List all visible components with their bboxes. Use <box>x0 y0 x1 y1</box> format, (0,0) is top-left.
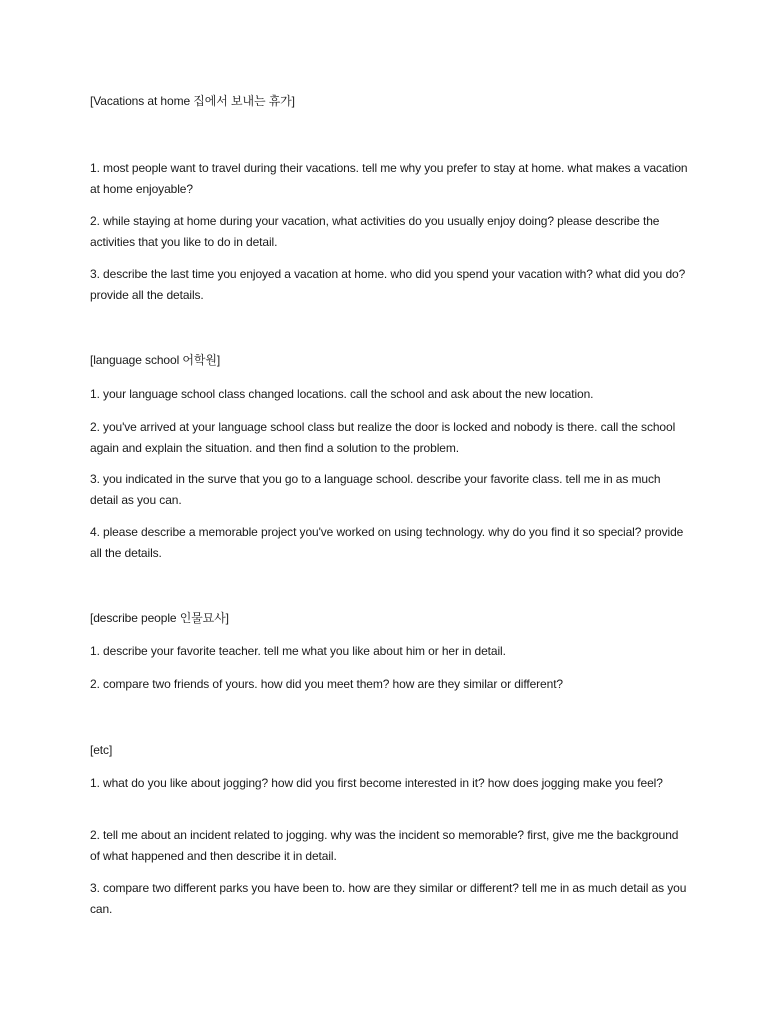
question-vacations-1: 1. most people want to travel during their vacations. tell me why you prefer to stay at home. what makes a vacation at home enjoyable? <box>90 161 688 196</box>
section-heading-language-school: [language school 어학원] <box>90 353 221 367</box>
question-language-school-4: 4. please describe a memorable project you've worked on using technology. why do you find it so special? provide all the details. <box>90 525 684 560</box>
question-language-school-1: 1. your language school class changed locations. call the school and ask about the new location. <box>90 387 594 401</box>
question-vacations-3: 3. describe the last time you enjoyed a vacation at home. who did you spend your vacation with? what did you do? provide all the details. <box>90 267 686 302</box>
question-etc-3: 3. compare two different parks you have been to. how are they similar or different? tell me in as much detail as you can. <box>90 881 687 916</box>
section-heading-describe-people: [describe people 인물묘사] <box>90 611 229 625</box>
question-language-school-3: 3. you indicated in the surve that you go to a language school. describe your favorite class. tell me in as much detail as you can. <box>90 472 661 507</box>
section-heading-etc: [etc] <box>90 743 113 757</box>
question-describe-people-2: 2. compare two friends of yours. how did you meet them? how are they similar or different? <box>90 677 564 691</box>
question-describe-people-1: 1. describe your favorite teacher. tell me what you like about him or her in detail. <box>90 644 506 658</box>
section-heading-vacations: [Vacations at home 집에서 보내는 휴가] <box>90 94 295 108</box>
question-vacations-2: 2. while staying at home during your vacation, what activities do you usually enjoy doing? please describe the activities that you like to do in detail. <box>90 214 660 249</box>
question-language-school-2: 2. you've arrived at your language school class but realize the door is locked and nobody is there. call the school again and explain the situation. and then find a solution to the problem. <box>90 420 676 455</box>
question-etc-2: 2. tell me about an incident related to jogging. why was the incident so memorable? first, give me the background of what happened and then describe it in detail. <box>90 828 679 863</box>
question-etc-1: 1. what do you like about jogging? how did you first become interested in it? how does jogging make you feel? <box>90 776 663 790</box>
